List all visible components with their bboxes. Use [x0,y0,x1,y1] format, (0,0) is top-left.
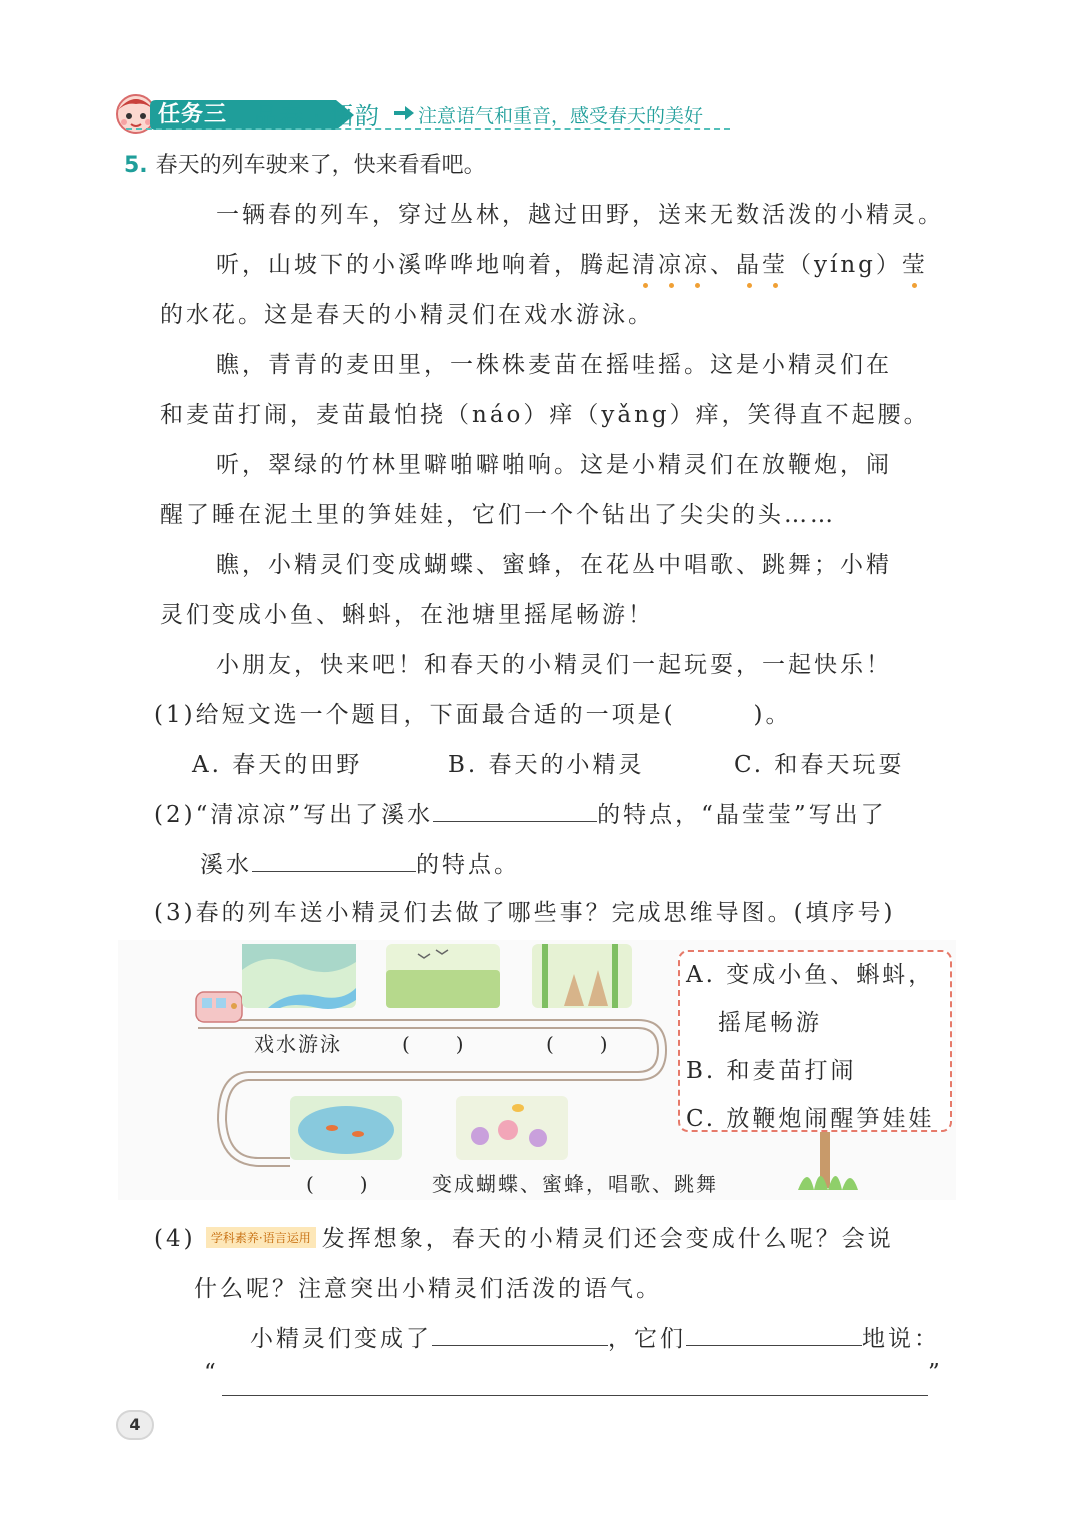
question-number: 5. [124,153,148,178]
emphasis-char: 晶 [736,246,762,279]
task-label: 任务三 [158,102,228,127]
answer-blank[interactable] [432,1324,608,1346]
wheat-field-picture-icon [386,944,500,1008]
question-title [124,148,486,179]
subquestion-text: 溪水 [200,852,252,878]
signpost-icon [798,1132,858,1190]
mind-map-label-butterfly: 变成蝴蝶、蜜蜂，唱歌、跳舞 [432,1172,718,1196]
task-title: 品春 · 悟韵 [254,102,380,130]
answer-line[interactable] [222,1374,928,1396]
mind-map-answer-slot[interactable]: ( ) [402,1032,466,1056]
option-c[interactable]: C. 和春天玩耍 [734,752,905,778]
emphasis-char: 凉 [684,246,710,279]
skill-badge: 学科素养·语言运用 [206,1227,316,1248]
mind-map-option-a-cont: 摇尾畅游 [718,1010,822,1036]
mind-map-label-swim: 戏水游泳 [254,1032,342,1056]
passage-line: 醒了睡在泥土里的笋娃娃，它们一个个钻出了尖尖的头…… [160,502,836,528]
mind-map-answer-slot[interactable]: ( ) [546,1032,610,1056]
answer-blank[interactable] [686,1324,862,1346]
answer-blank[interactable] [252,850,416,872]
train-icon [196,992,242,1022]
emphasis-char: 凉 [658,246,684,279]
subquestion-4 [154,1220,894,1253]
subquestion-4-line2: 什么呢？注意突出小精灵们活泼的语气。 [194,1276,662,1302]
mind-map-option-b: B. 和麦苗打闹 [686,1058,857,1084]
bamboo-picture-icon [532,944,632,1008]
header-divider [126,128,730,130]
mind-map-answer-slot[interactable]: ( ) [306,1172,370,1196]
emphasis-char: 清 [632,246,658,279]
arrow-right-icon [394,106,414,120]
option-b[interactable]: B. 春天的小精灵 [448,752,645,778]
passage-paragraph-2 [216,246,928,279]
pinyin: （yíng） [788,252,902,278]
subquestion-2-line2 [200,846,520,879]
mind-map-option-c: C. 放鞭炮闹醒笋娃娃 [686,1106,935,1132]
passage-line: 和麦苗打闹，麦苗最怕挠（náo）痒（yǎng）痒，笑得直不起腰。 [160,402,930,428]
passage-line: 的水花。这是春天的小精灵们在戏水游泳。 [160,302,654,328]
passage-paragraph-5: 瞧，小精灵们变成蝴蝶、蜜蜂，在花丛中唱歌、跳舞；小精 [216,552,892,578]
fill-text: 地说： [862,1326,940,1352]
subquestion-text: 的特点。 [416,852,520,878]
option-a[interactable]: A. 春天的田野 [192,752,363,778]
subquestion-text: 的特点，“晶莹莹”写出了 [597,802,887,828]
answer-blank[interactable] [433,800,597,822]
passage-paragraph-4: 听，翠绿的竹林里噼啪噼啪响。这是小精灵们在放鞭炮，闹 [216,452,892,478]
pond-picture-icon [290,1096,402,1160]
fill-text: 小精灵们变成了 [250,1326,432,1352]
mind-map-option-a: A. 变成小鱼、蝌蚪， [686,962,935,988]
emphasis-char: 莹 [902,246,928,279]
emphasis-char: 莹 [762,246,788,279]
fill-sentence [250,1320,940,1353]
page-number: 4 [116,1410,154,1440]
subquestion-1: (1)给短文选一个题目，下面最合适的一项是( )。 [154,702,792,728]
question-text: 春天的列车驶来了，快来看看吧。 [155,153,486,178]
subquestion-text: 发挥想象，春天的小精灵们还会变成什么呢？会说 [321,1226,894,1252]
subquestion-2 [154,796,887,829]
task-hint: 注意语气和重音，感受春天的美好 [418,105,704,127]
flowers-picture-icon [456,1096,568,1160]
passage-line: 灵们变成小鱼、蝌蚪，在池塘里摇尾畅游！ [160,602,654,628]
subquestion-text: (2)“清凉凉”写出了溪水 [154,802,434,828]
passage-paragraph-1: 一辆春的列车，穿过丛林，越过田野，送来无数活泼的小精灵。 [216,202,944,228]
quote-open: “ [204,1360,219,1386]
quote-close: ” [928,1360,943,1386]
passage-paragraph-6: 小朋友，快来吧！和春天的小精灵们一起玩耍，一起快乐！ [216,652,892,678]
stream-picture-icon [242,944,356,1009]
passage-paragraph-3: 瞧，青青的麦田里，一株株麦苗在摇哇摇。这是小精灵们在 [216,352,892,378]
passage-text: 听，山坡下的小溪哗哗地响着，腾起 [216,252,632,278]
fill-text: ，它们 [608,1326,686,1352]
subquestion-prefix: (4) [154,1226,196,1252]
passage-text: 、 [710,252,736,278]
subquestion-3: (3)春的列车送小精灵们去做了哪些事？完成思维导图。(填序号) [154,900,896,926]
